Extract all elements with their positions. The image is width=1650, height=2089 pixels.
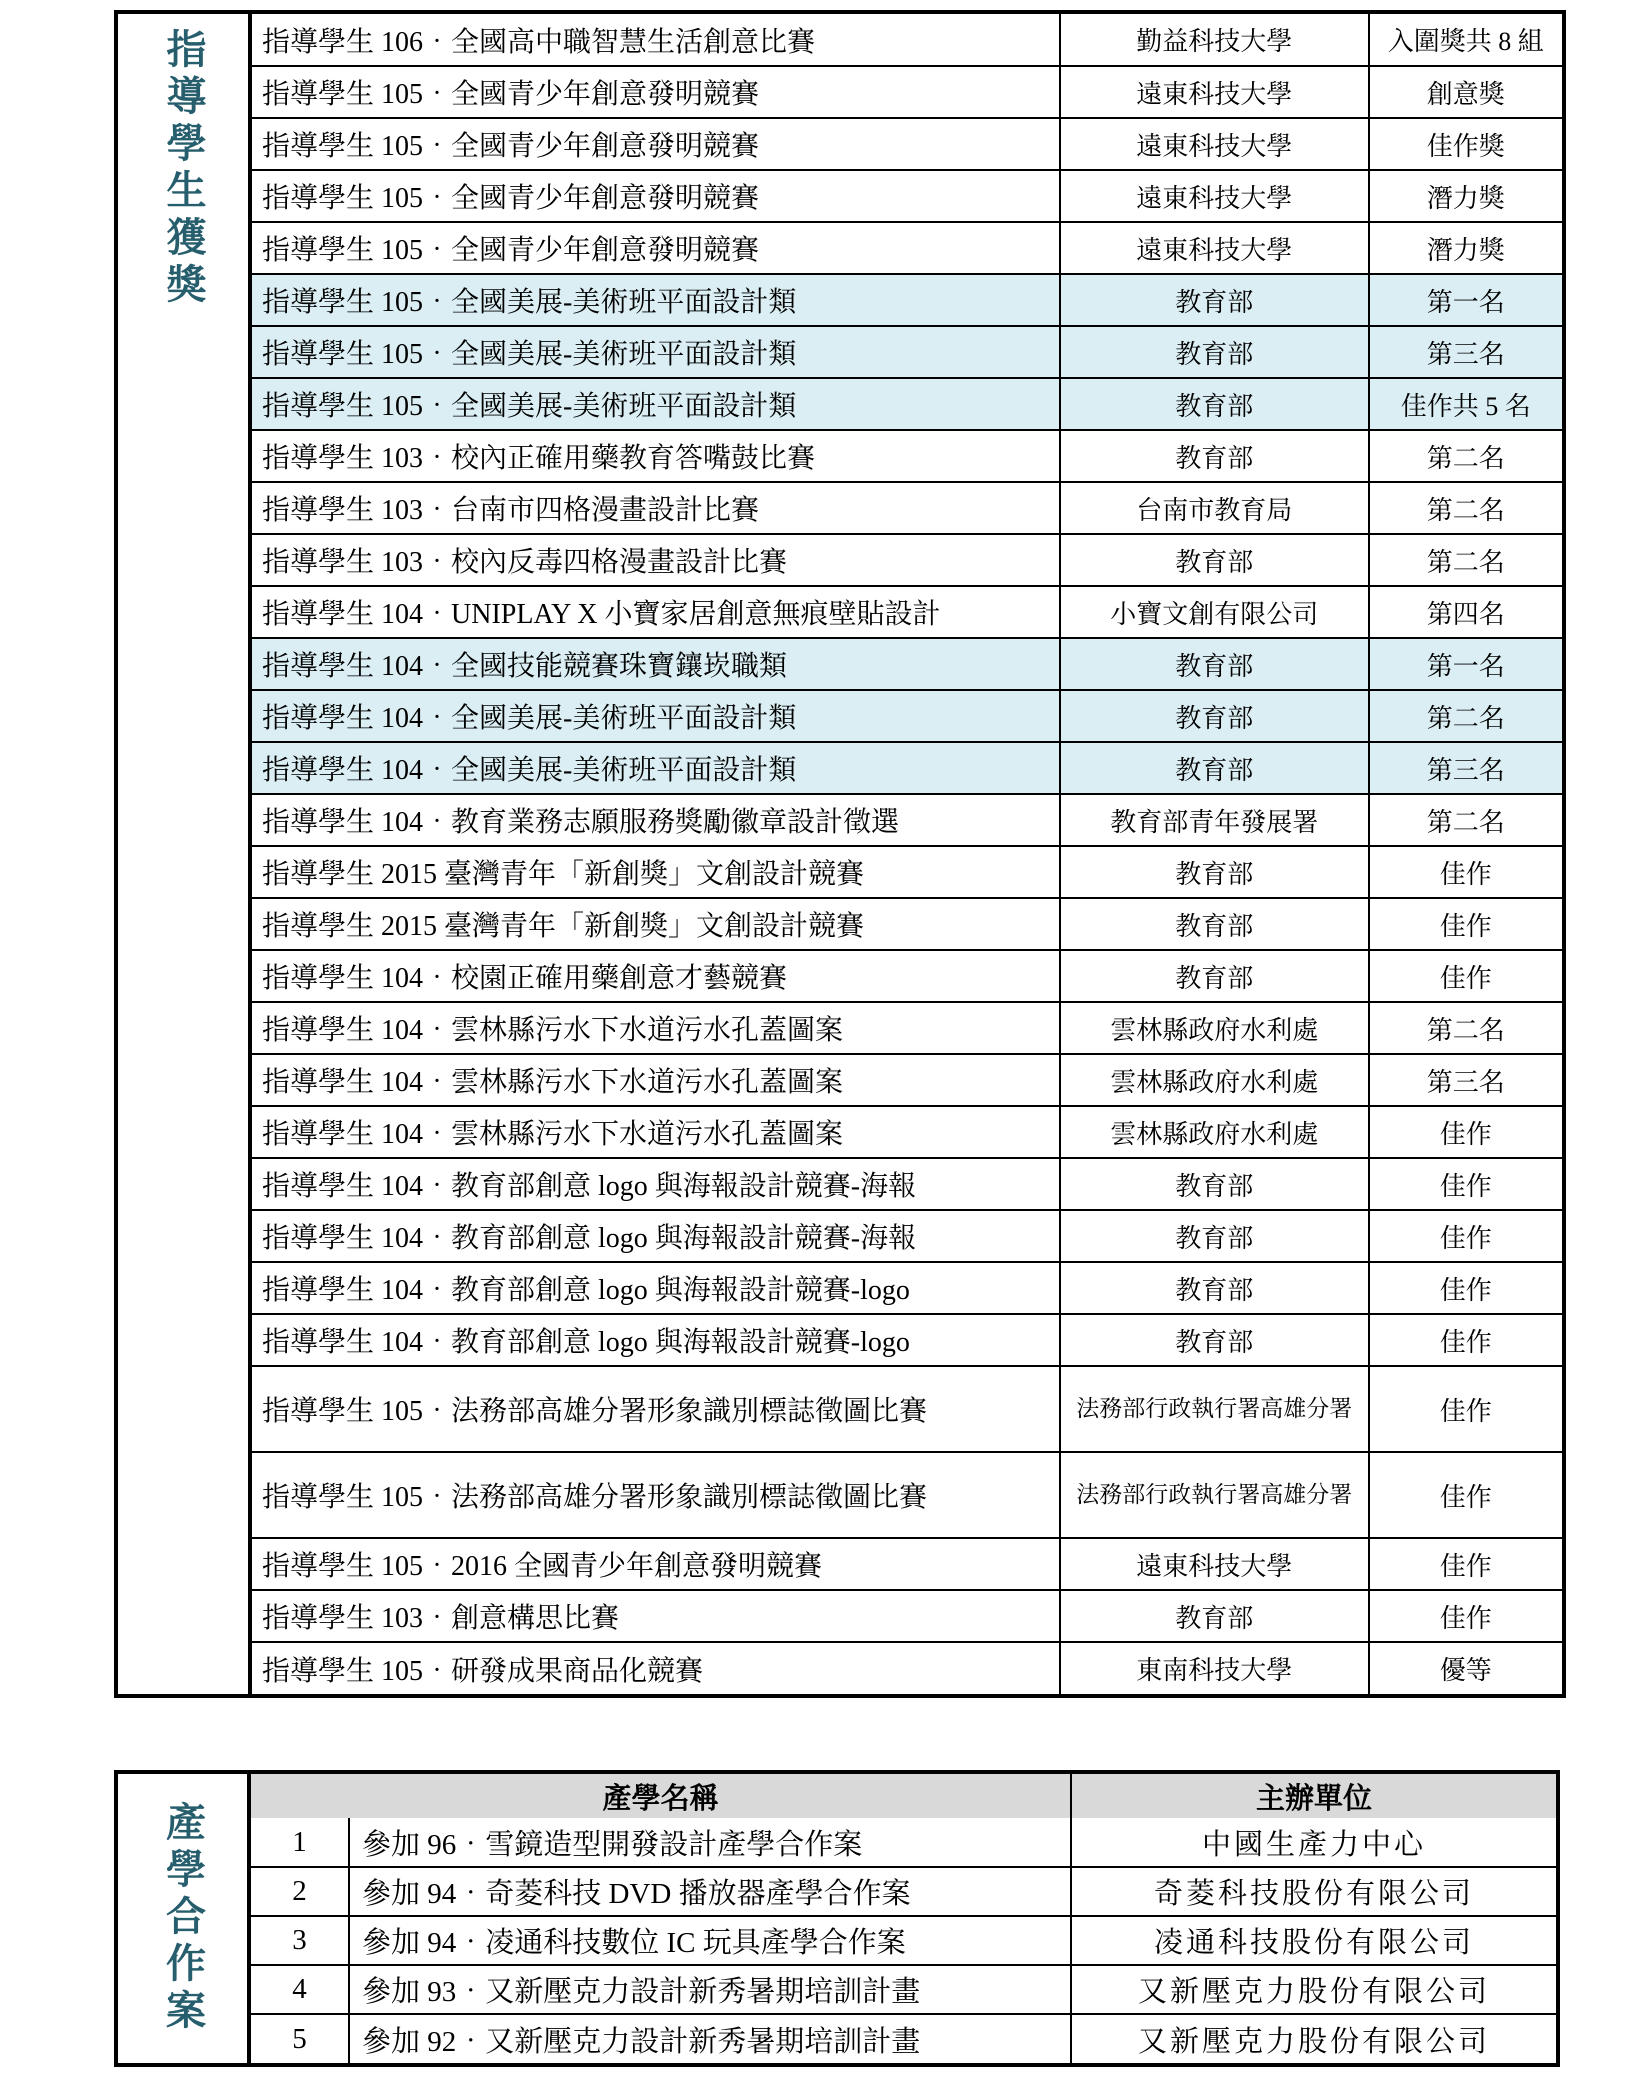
coop-name-cell: 參加 96‧雪鏡造型開發設計產學合作案 xyxy=(349,1818,1071,1867)
award-cell: 第四名 xyxy=(1369,586,1562,638)
organizer-cell: 遠東科技大學 xyxy=(1060,170,1369,222)
awards-section-label: 指導學生獲獎 xyxy=(161,28,206,310)
award-row xyxy=(252,1538,1562,1590)
award-cell: 第二名 xyxy=(1369,1002,1562,1054)
awards-side-label-cell xyxy=(118,14,252,1694)
award-cell: 第一名 xyxy=(1369,274,1562,326)
organizer-cell: 教育部 xyxy=(1060,326,1369,378)
organizer-cell: 教育部 xyxy=(1060,690,1369,742)
award-row xyxy=(252,1366,1562,1452)
award-cell: 佳作 xyxy=(1369,1366,1562,1452)
organizer-cell: 教育部 xyxy=(1060,742,1369,794)
competition-cell: 指導學生 104‧雲林縣污水下水道污水孔蓋圖案 xyxy=(252,1054,1060,1106)
award-cell: 第三名 xyxy=(1369,742,1562,794)
organizer-cell: 教育部 xyxy=(1060,1262,1369,1314)
coop-org-cell: 又新壓克力股份有限公司 xyxy=(1071,2014,1556,2063)
award-cell: 潛力獎 xyxy=(1369,222,1562,274)
awards-section xyxy=(114,10,1566,1698)
award-cell: 佳作 xyxy=(1369,1158,1562,1210)
organizer-cell: 小寶文創有限公司 xyxy=(1060,586,1369,638)
coop-name-cell: 參加 94‧奇菱科技 DVD 播放器產學合作案 xyxy=(349,1867,1071,1916)
organizer-cell: 雲林縣政府水利處 xyxy=(1060,1054,1369,1106)
award-row xyxy=(252,534,1562,586)
row-number-cell: 4 xyxy=(251,1965,349,2014)
award-cell: 佳作 xyxy=(1369,1314,1562,1366)
organizer-cell: 法務部行政執行署高雄分署 xyxy=(1060,1366,1369,1452)
award-cell: 第二名 xyxy=(1369,534,1562,586)
award-row xyxy=(252,1054,1562,1106)
organizer-cell: 教育部 xyxy=(1060,430,1369,482)
award-row xyxy=(252,846,1562,898)
competition-cell: 指導學生 105‧全國青少年創意發明競賽 xyxy=(252,118,1060,170)
award-row xyxy=(252,1314,1562,1366)
award-cell: 第二名 xyxy=(1369,430,1562,482)
award-cell: 優等 xyxy=(1369,1642,1562,1694)
competition-cell: 指導學生 105‧全國青少年創意發明競賽 xyxy=(252,66,1060,118)
award-cell: 第三名 xyxy=(1369,326,1562,378)
organizer-cell: 教育部 xyxy=(1060,378,1369,430)
organizer-cell: 教育部 xyxy=(1060,950,1369,1002)
competition-cell: 指導學生 103‧創意構思比賽 xyxy=(252,1590,1060,1642)
organizer-cell: 遠東科技大學 xyxy=(1060,66,1369,118)
competition-cell: 指導學生 104‧教育部創意 logo 與海報設計競賽-海報 xyxy=(252,1210,1060,1262)
award-row xyxy=(252,794,1562,846)
coop-name-cell: 參加 92‧又新壓克力設計新秀暑期培訓計畫 xyxy=(349,2014,1071,2063)
award-row xyxy=(252,118,1562,170)
competition-cell: 指導學生 104‧全國美展-美術班平面設計類 xyxy=(252,742,1060,794)
coop-org-cell: 奇菱科技股份有限公司 xyxy=(1071,1867,1556,1916)
award-cell: 第三名 xyxy=(1369,1054,1562,1106)
award-row xyxy=(252,950,1562,1002)
competition-cell: 指導學生 103‧台南市四格漫畫設計比賽 xyxy=(252,482,1060,534)
organizer-cell: 教育部 xyxy=(1060,1210,1369,1262)
award-cell: 佳作 xyxy=(1369,1452,1562,1538)
competition-cell: 指導學生 104‧UNIPLAY X 小寶家居創意無痕壁貼設計 xyxy=(252,586,1060,638)
award-row xyxy=(252,326,1562,378)
competition-cell: 指導學生 104‧教育業務志願服務獎勵徽章設計徵選 xyxy=(252,794,1060,846)
award-cell: 佳作 xyxy=(1369,898,1562,950)
award-cell: 佳作共 5 名 xyxy=(1369,378,1562,430)
award-cell: 第二名 xyxy=(1369,794,1562,846)
award-row xyxy=(252,1002,1562,1054)
coop-row xyxy=(251,1916,1556,1965)
award-cell: 第二名 xyxy=(1369,482,1562,534)
award-cell: 第二名 xyxy=(1369,690,1562,742)
award-row xyxy=(252,690,1562,742)
award-cell: 佳作 xyxy=(1369,1590,1562,1642)
organizer-cell: 勤益科技大學 xyxy=(1060,14,1369,66)
award-cell: 佳作 xyxy=(1369,1538,1562,1590)
award-row xyxy=(252,14,1562,66)
award-row xyxy=(252,378,1562,430)
organizer-cell: 雲林縣政府水利處 xyxy=(1060,1002,1369,1054)
organizer-cell: 法務部行政執行署高雄分署 xyxy=(1060,1452,1369,1538)
award-row xyxy=(252,170,1562,222)
competition-cell: 指導學生 105‧2016 全國青少年創意發明競賽 xyxy=(252,1538,1060,1590)
competition-cell: 指導學生 105‧法務部高雄分署形象識別標誌徵圖比賽 xyxy=(252,1452,1060,1538)
organizer-cell: 教育部 xyxy=(1060,1158,1369,1210)
organizer-cell: 東南科技大學 xyxy=(1060,1642,1369,1694)
award-row xyxy=(252,430,1562,482)
competition-cell: 指導學生 103‧校內正確用藥教育答嘴鼓比賽 xyxy=(252,430,1060,482)
coop-row xyxy=(251,1818,1556,1867)
award-row xyxy=(252,742,1562,794)
coop-name-cell: 參加 94‧凌通科技數位 IC 玩具產學合作案 xyxy=(349,1916,1071,1965)
organizer-cell: 教育部 xyxy=(1060,1314,1369,1366)
organizer-cell: 教育部青年發展署 xyxy=(1060,794,1369,846)
coop-org-cell: 凌通科技股份有限公司 xyxy=(1071,1916,1556,1965)
competition-cell: 指導學生 104‧全國美展-美術班平面設計類 xyxy=(252,690,1060,742)
competition-cell: 指導學生 104‧教育部創意 logo 與海報設計競賽-海報 xyxy=(252,1158,1060,1210)
award-row xyxy=(252,274,1562,326)
competition-cell: 指導學生 104‧全國技能競賽珠寶鑲崁職類 xyxy=(252,638,1060,690)
award-row xyxy=(252,66,1562,118)
award-row xyxy=(252,1452,1562,1538)
organizer-cell: 遠東科技大學 xyxy=(1060,1538,1369,1590)
row-number-cell: 2 xyxy=(251,1867,349,1916)
competition-cell: 指導學生 2015 臺灣青年「新創獎」文創設計競賽 xyxy=(252,898,1060,950)
competition-cell: 指導學生 104‧雲林縣污水下水道污水孔蓋圖案 xyxy=(252,1002,1060,1054)
award-row xyxy=(252,222,1562,274)
coop-row xyxy=(251,2014,1556,2063)
award-cell: 佳作 xyxy=(1369,1262,1562,1314)
award-cell: 佳作 xyxy=(1369,846,1562,898)
competition-cell: 指導學生 2015 臺灣青年「新創獎」文創設計競賽 xyxy=(252,846,1060,898)
award-row xyxy=(252,482,1562,534)
coop-header-row xyxy=(251,1774,1556,1818)
coop-row xyxy=(251,1867,1556,1916)
award-row xyxy=(252,586,1562,638)
coop-header-name: 產學名稱 xyxy=(251,1774,1071,1818)
organizer-cell: 教育部 xyxy=(1060,846,1369,898)
coop-table xyxy=(251,1774,1556,2063)
organizer-cell: 教育部 xyxy=(1060,534,1369,586)
organizer-cell: 教育部 xyxy=(1060,638,1369,690)
award-row xyxy=(252,638,1562,690)
award-cell: 第一名 xyxy=(1369,638,1562,690)
award-cell: 佳作獎 xyxy=(1369,118,1562,170)
coop-row xyxy=(251,1965,1556,2014)
row-number-cell: 3 xyxy=(251,1916,349,1965)
award-cell: 潛力獎 xyxy=(1369,170,1562,222)
coop-org-cell: 又新壓克力股份有限公司 xyxy=(1071,1965,1556,2014)
competition-cell: 指導學生 103‧校內反毒四格漫畫設計比賽 xyxy=(252,534,1060,586)
organizer-cell: 教育部 xyxy=(1060,274,1369,326)
coop-section-label: 產學合作案 xyxy=(160,1801,206,2036)
competition-cell: 指導學生 105‧法務部高雄分署形象識別標誌徵圖比賽 xyxy=(252,1366,1060,1452)
award-row xyxy=(252,1642,1562,1694)
row-number-cell: 1 xyxy=(251,1818,349,1867)
organizer-cell: 遠東科技大學 xyxy=(1060,118,1369,170)
award-row xyxy=(252,1106,1562,1158)
competition-cell: 指導學生 105‧全國美展-美術班平面設計類 xyxy=(252,378,1060,430)
coop-header-org: 主辦單位 xyxy=(1071,1774,1556,1818)
coop-section xyxy=(114,1770,1560,2067)
organizer-cell: 台南市教育局 xyxy=(1060,482,1369,534)
competition-cell: 指導學生 105‧全國美展-美術班平面設計類 xyxy=(252,326,1060,378)
awards-table xyxy=(252,14,1562,1694)
award-cell: 佳作 xyxy=(1369,950,1562,1002)
competition-cell: 指導學生 105‧全國青少年創意發明競賽 xyxy=(252,170,1060,222)
competition-cell: 指導學生 104‧教育部創意 logo 與海報設計競賽-logo xyxy=(252,1314,1060,1366)
coop-org-cell: 中國生產力中心 xyxy=(1071,1818,1556,1867)
organizer-cell: 教育部 xyxy=(1060,1590,1369,1642)
award-row xyxy=(252,1210,1562,1262)
competition-cell: 指導學生 106‧全國高中職智慧生活創意比賽 xyxy=(252,14,1060,66)
competition-cell: 指導學生 104‧雲林縣污水下水道污水孔蓋圖案 xyxy=(252,1106,1060,1158)
organizer-cell: 遠東科技大學 xyxy=(1060,222,1369,274)
coop-side-label-cell xyxy=(118,1774,251,2063)
competition-cell: 指導學生 105‧全國美展-美術班平面設計類 xyxy=(252,274,1060,326)
award-cell: 創意獎 xyxy=(1369,66,1562,118)
award-cell: 入圍獎共 8 組 xyxy=(1369,14,1562,66)
competition-cell: 指導學生 105‧全國青少年創意發明競賽 xyxy=(252,222,1060,274)
award-cell: 佳作 xyxy=(1369,1106,1562,1158)
award-row xyxy=(252,1262,1562,1314)
competition-cell: 指導學生 105‧研發成果商品化競賽 xyxy=(252,1642,1060,1694)
coop-name-cell: 參加 93‧又新壓克力設計新秀暑期培訓計畫 xyxy=(349,1965,1071,2014)
row-number-cell: 5 xyxy=(251,2014,349,2063)
competition-cell: 指導學生 104‧教育部創意 logo 與海報設計競賽-logo xyxy=(252,1262,1060,1314)
award-row xyxy=(252,1158,1562,1210)
organizer-cell: 教育部 xyxy=(1060,898,1369,950)
award-row xyxy=(252,898,1562,950)
competition-cell: 指導學生 104‧校園正確用藥創意才藝競賽 xyxy=(252,950,1060,1002)
award-cell: 佳作 xyxy=(1369,1210,1562,1262)
award-row xyxy=(252,1590,1562,1642)
organizer-cell: 雲林縣政府水利處 xyxy=(1060,1106,1369,1158)
